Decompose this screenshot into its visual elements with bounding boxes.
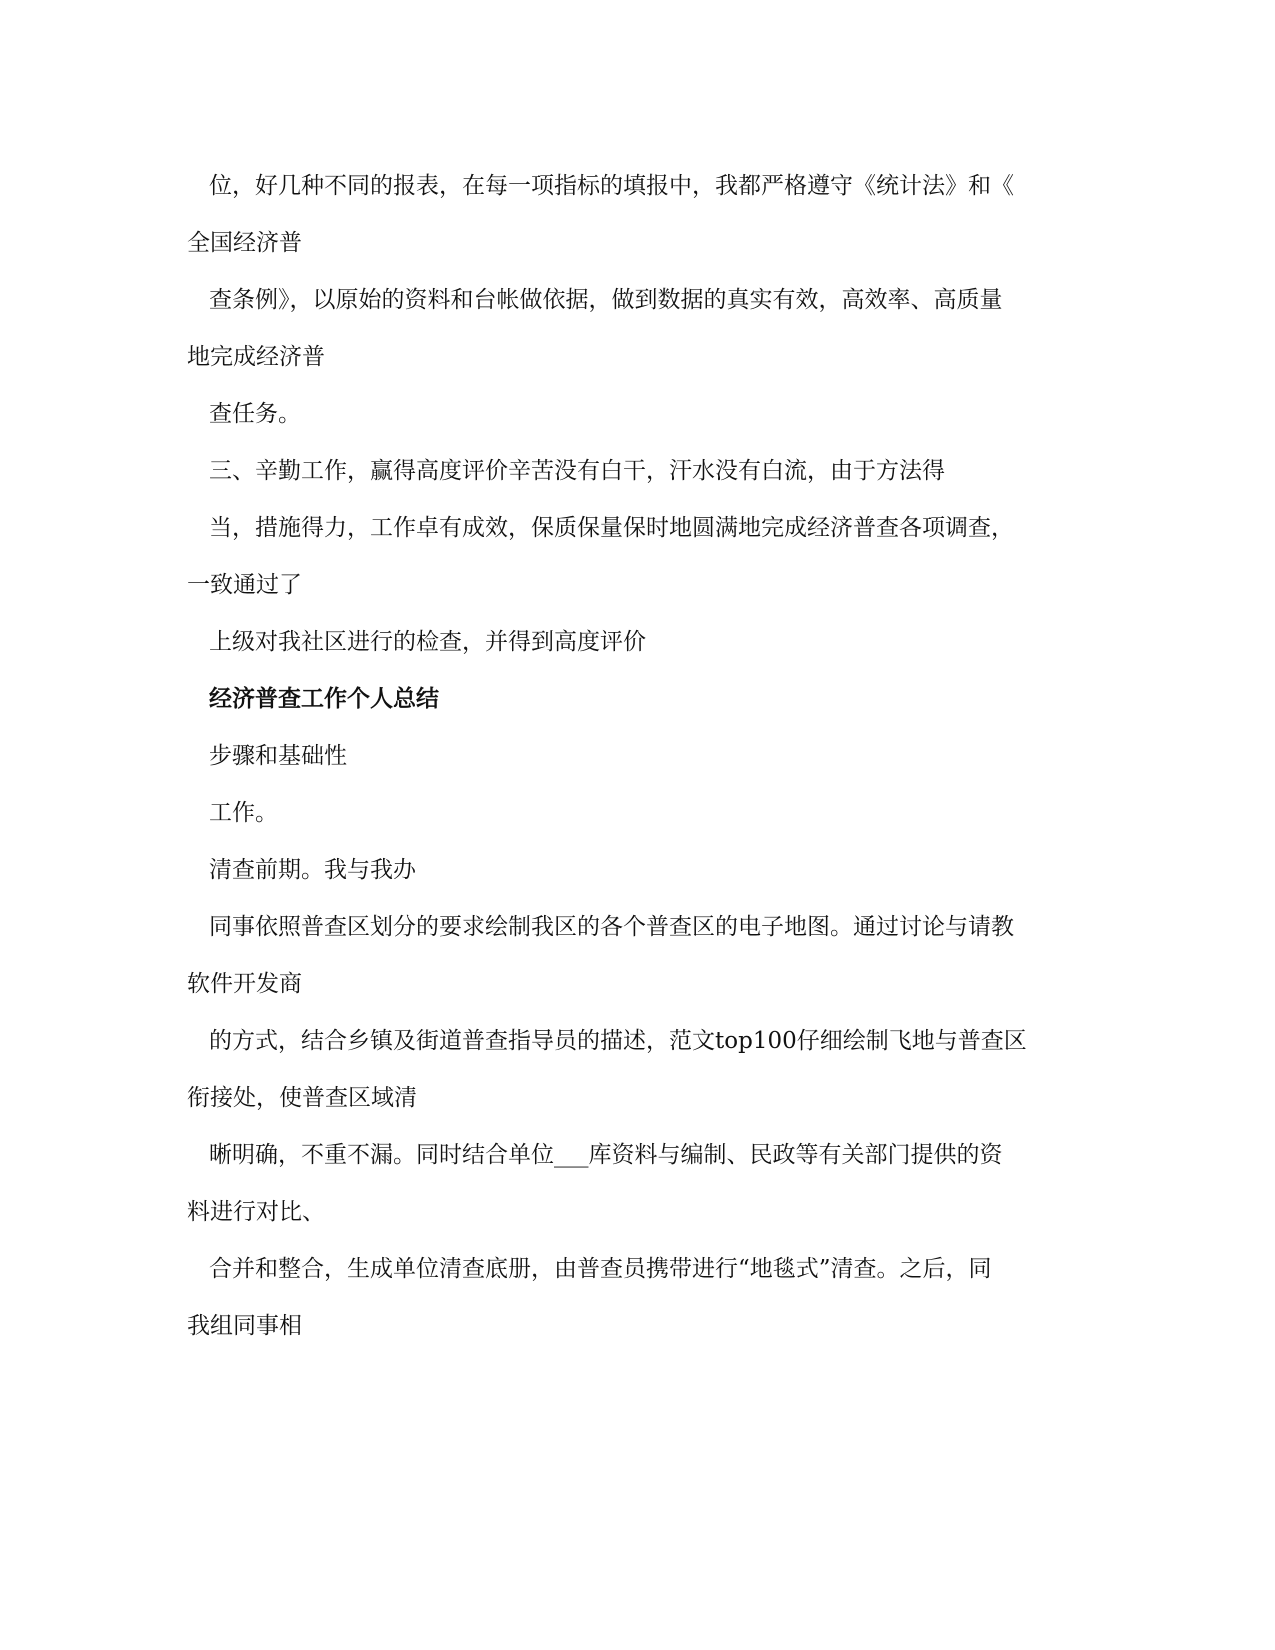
text-line: 步骤和基础性	[209, 743, 347, 769]
text-line: 我组同事相	[187, 1313, 302, 1339]
text-line: 料进行对比、	[187, 1199, 325, 1225]
section-heading: 经济普查工作个人总结	[209, 686, 439, 712]
text-line: 衔接处，使普查区域清	[187, 1085, 417, 1111]
text-line: 全国经济普	[187, 230, 302, 256]
text-line: 工作。	[209, 800, 278, 826]
text-line: 三、辛勤工作，赢得高度评价辛苦没有白干，汗水没有白流，由于方法得	[209, 458, 945, 484]
text-line: 清查前期。我与我办	[209, 857, 416, 883]
text-line: 上级对我社区进行的检查，并得到高度评价	[209, 629, 646, 655]
text-line: 查条例》，以原始的资料和台帐做依据，做到数据的真实有效，高效率、高质量	[209, 287, 1003, 313]
text-line: 位，好几种不同的报表，在每一项指标的填报中，我都严格遵守《统计法》和《	[209, 173, 1014, 199]
text-line: 地完成经济普	[187, 344, 325, 370]
text-line: 一致通过了	[187, 572, 302, 598]
text-line: 同事依照普查区划分的要求绘制我区的各个普查区的电子地图。通过讨论与请教	[209, 914, 1014, 940]
text-line: 的方式，结合乡镇及街道普查指导员的描述，范文top100仔细绘制飞地与普查区	[209, 1028, 1027, 1054]
text-line: 软件开发商	[187, 971, 302, 997]
text-line: 晰明确，不重不漏。同时结合单位___库资料与编制、民政等有关部门提供的资	[209, 1142, 1003, 1168]
text-line: 当，措施得力，工作卓有成效，保质保量保时地圆满地完成经济普查各项调查，	[209, 515, 1014, 541]
text-line: 合并和整合，生成单位清查底册，由普查员携带进行“地毯式”清查。之后，同	[209, 1256, 992, 1282]
text-line: 查任务。	[209, 401, 301, 427]
